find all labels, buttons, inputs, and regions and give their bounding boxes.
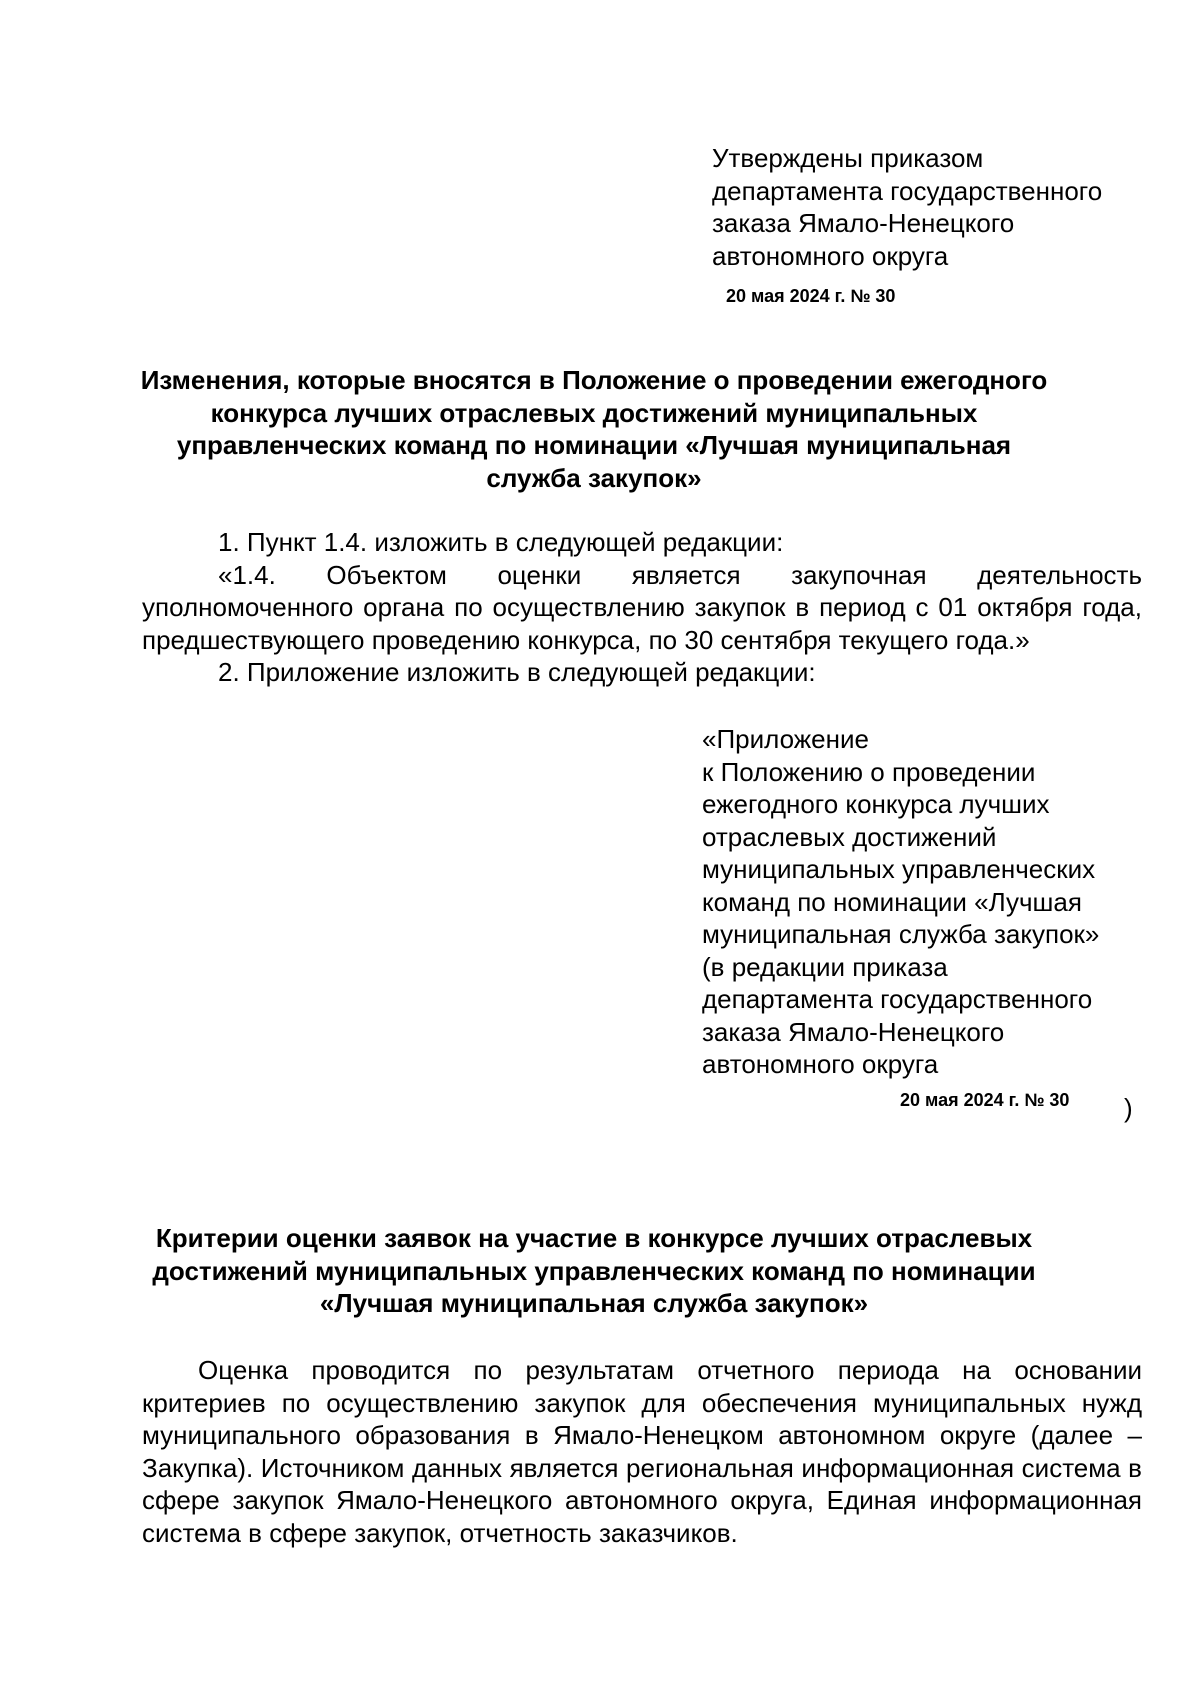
item-1-quote: «1.4. Объектом оценки является закупочная деятельность уполномоченного органа по осуществлению закупок в период с 01 октября года, предшествующего проведению конкурса, по 30 сентября текущего года.» xyxy=(142,559,1142,655)
appendix-line: (в редакции приказа xyxy=(702,951,948,982)
approval-line: автономного округа xyxy=(712,240,949,271)
appendix-line: муниципальных управленческих xyxy=(702,854,1096,884)
appendix-line: муниципальная служба закупок» xyxy=(702,919,1100,949)
approval-line: департамента государственного xyxy=(712,175,1103,206)
criteria-paragraph: Оценка проводится по результатам отчетного периода на основании критериев по осуществлению закупок для обеспечения муниципальных нужд муниципального образования в Ямало-Ненецком автономном округе (далее – Закупка). Источником данных является региональная информационная система в сфере закупок Ямало-Ненецкого автономного округа, Единая информационная система в сфере закупок, отчетность заказчиков. xyxy=(142,1355,1142,1548)
criteria-body xyxy=(142,1354,1142,1549)
appendix-line: отраслевых достижений xyxy=(702,821,997,852)
item-1: 1. Пункт 1.4. изложить в следующей редакции: xyxy=(218,527,784,557)
item-2: 2. Приложение изложить в следующей редакции: xyxy=(218,657,816,687)
changes-body xyxy=(142,526,1142,689)
appendix-line: «Приложение xyxy=(702,724,869,754)
appendix-date: 20 мая 2024 г. № 30 xyxy=(900,1090,1070,1110)
appendix-line: департамента государственного xyxy=(702,984,1093,1014)
criteria-title: Критерии оценки заявок на участие в конкурсе лучших отраслевых достижений муниципальных управленческих команд по номинации «Лучшая муниципальная служба закупок» xyxy=(152,1223,1036,1318)
appendix-line: ежегодного конкурса лучших xyxy=(702,789,1050,819)
approval-date: 20 мая 2024 г. № 30 xyxy=(726,286,896,306)
appendix-line: автономного округа xyxy=(702,1049,939,1079)
approval-block xyxy=(712,142,1152,272)
changes-title: Изменения, которые вносятся в Положение о проведении ежегодного конкурса лучших отраслевых достижений муниципальных управленческих команд по номинации «Лучшая муниципальная служба закупок» xyxy=(140,365,1048,493)
appendix-line: команд по номинации «Лучшая xyxy=(702,886,1082,917)
approval-line: заказа Ямало-Ненецкого xyxy=(712,208,1015,238)
appendix-line: к Положению о проведении xyxy=(702,756,1036,787)
appendix-block xyxy=(702,723,1142,1081)
appendix-line: заказа Ямало-Ненецкого xyxy=(702,1016,1005,1047)
approval-line: Утверждены приказом xyxy=(712,143,984,173)
appendix-closing-paren: ) xyxy=(1124,1093,1133,1123)
